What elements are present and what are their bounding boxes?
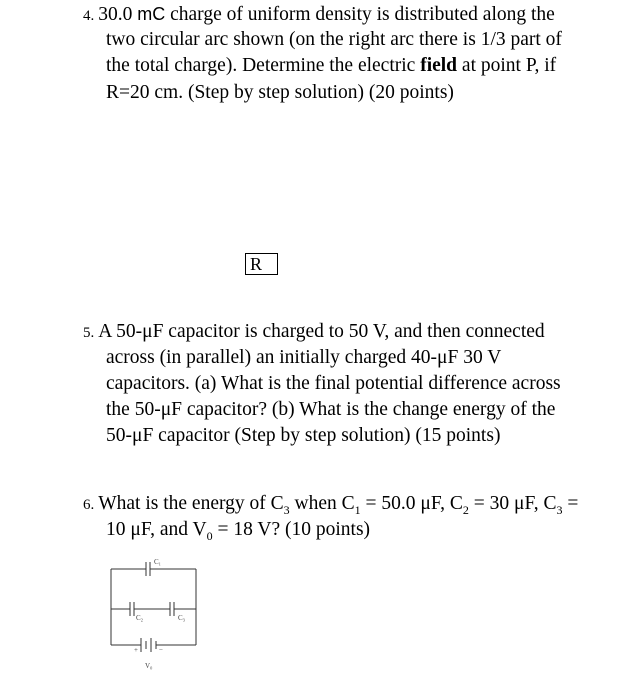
q5-line-4: the 50-μF capacitor? (b) What is the change energy of the [106, 399, 556, 420]
q4-line-3 [106, 54, 556, 78]
q4-text-1b: charge of uniform density is distributed along the [165, 4, 555, 25]
q5-line-1 [83, 320, 545, 345]
q5-line-2: across (in parallel) an initially charged 40-μF 30 V [106, 347, 502, 368]
label-c3: C₃ [178, 614, 186, 622]
q6-line-1 [83, 492, 578, 517]
label-minus: − [159, 646, 163, 654]
q6-sub-v0: 0 [206, 529, 213, 543]
label-v0: V₀ [145, 662, 153, 670]
label-c2: C₂ [136, 614, 144, 622]
q6-number: 6. [83, 497, 95, 513]
q4-number: 4. [83, 8, 95, 24]
q4-text-3b: at point P, if [457, 55, 557, 76]
q6-text-1a: What is the energy of C [98, 493, 284, 514]
q4-text-3a: the total charge). Determine the electric [106, 55, 421, 76]
q5-text-1: A 50-μF capacitor is charged to 50 V, and then connected [98, 321, 545, 342]
label-plus: + [134, 646, 138, 654]
q4-text-1a: 30.0 [98, 4, 138, 25]
q4-line-4: R=20 cm. (Step by step solution) (20 points) [106, 82, 454, 103]
figure-r-label: R [245, 253, 278, 275]
q5-line-5: 50-μF capacitor (Step by step solution) (15 points) [106, 425, 501, 446]
q5-line-3: capacitors. (a) What is the final potential difference across [106, 373, 561, 394]
q6-text-1e: = [562, 493, 579, 514]
q6-text-1d: = 30 μF, C [468, 493, 557, 514]
q4-field-word: field [420, 55, 458, 76]
circuit-diagram [108, 552, 203, 672]
q6-text-2b: = 18 V? (10 points) [212, 519, 371, 540]
q5-number: 5. [83, 325, 95, 341]
label-c1: C₁ [154, 558, 162, 566]
q4-line-2: two circular arc shown (on the right arc there is 1/3 part of [106, 29, 562, 50]
q6-sub-1: 3 [283, 503, 290, 517]
q6-sub-3: 2 [462, 503, 469, 517]
q6-sub-4: 3 [556, 503, 563, 517]
q6-sub-2: 1 [354, 503, 361, 517]
q4-unit: mC [137, 4, 166, 24]
q6-text-1b: when C [289, 493, 355, 514]
q6-text-1c: = 50.0 μF, C [360, 493, 463, 514]
q6-line-2 [106, 518, 370, 543]
q4-line-1 [83, 2, 555, 28]
q6-text-2a: 10 μF, and V [106, 519, 207, 540]
